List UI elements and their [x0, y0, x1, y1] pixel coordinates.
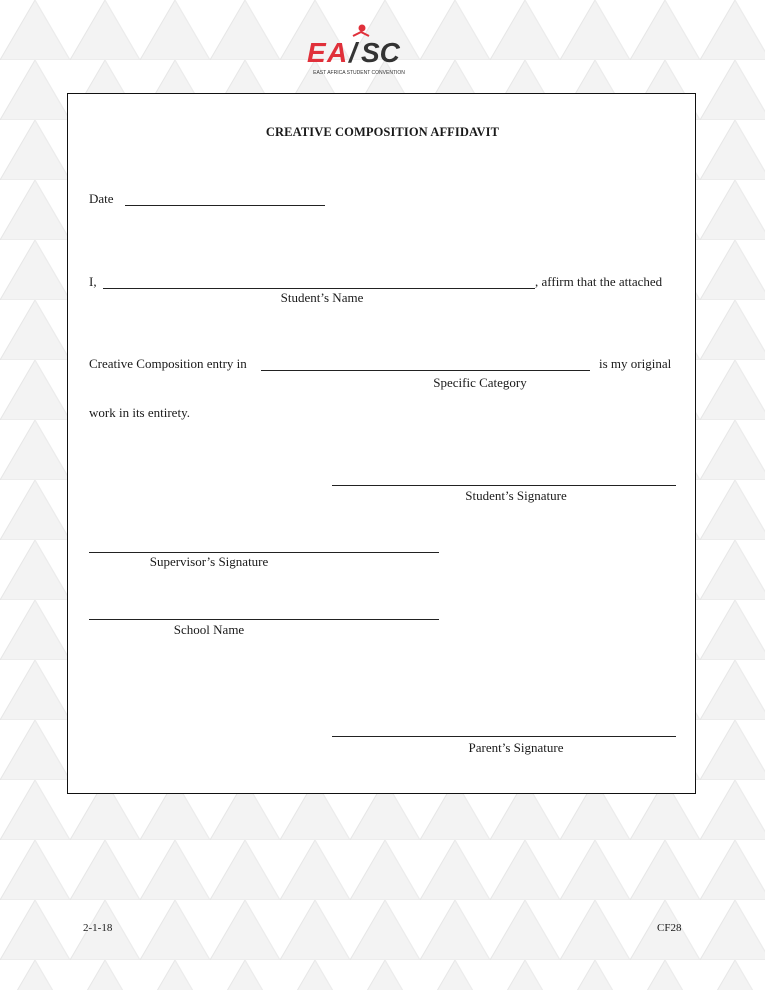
svg-text:/: / — [349, 37, 357, 68]
svg-text:SC: SC — [361, 37, 400, 68]
affirm-prefix: I, — [89, 274, 97, 289]
date-field[interactable] — [125, 205, 325, 206]
school-name-field[interactable] — [89, 619, 439, 620]
affidavit-form — [67, 93, 696, 794]
school-name-caption: School Name — [173, 622, 245, 637]
svg-text:A: A — [327, 37, 348, 68]
student-signature-field[interactable] — [332, 485, 676, 486]
entry-prefix: Creative Composition entry in — [89, 356, 247, 371]
entry-suffix: is my original — [599, 356, 672, 371]
supervisor-signature-field[interactable] — [89, 552, 439, 553]
footer-date-code: 2-1-18 — [83, 922, 113, 934]
entirety-text: work in its entirety. — [89, 405, 190, 420]
date-label: Date — [89, 191, 114, 206]
parent-signature-caption: Parent’s Signature — [468, 740, 564, 755]
logo-tagline: EAST AFRICA STUDENT CONVENTION — [313, 70, 405, 76]
easc-logo — [303, 22, 415, 82]
footer-form-code: CF28 — [657, 922, 682, 934]
category-caption: Specific Category — [433, 375, 527, 390]
student-name-field[interactable] — [103, 288, 535, 289]
supervisor-signature-caption: Supervisor’s Signature — [149, 554, 269, 569]
svg-text:E: E — [307, 37, 326, 68]
affirm-suffix: , affirm that the attached — [535, 274, 663, 289]
parent-signature-field[interactable] — [332, 736, 676, 737]
student-signature-caption: Student’s Signature — [465, 488, 567, 503]
student-name-caption: Student’s Name — [280, 290, 364, 305]
category-field[interactable] — [261, 370, 590, 371]
form-title: CREATIVE COMPOSITION AFFIDAVIT — [265, 125, 500, 139]
